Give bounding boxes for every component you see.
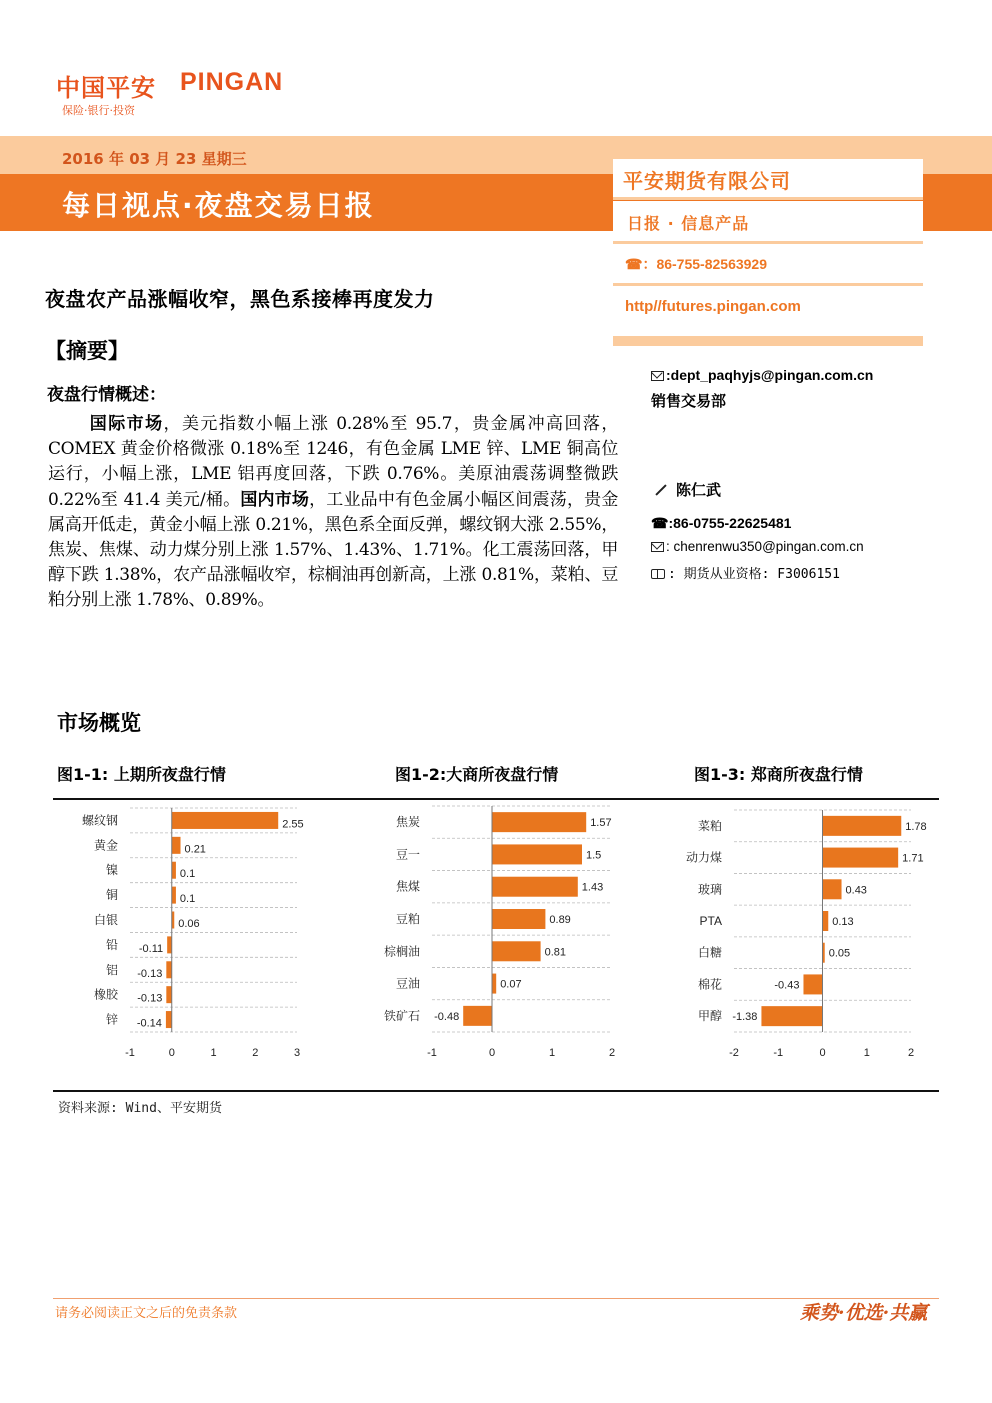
- source-note: 资料来源: Wind、平安期货: [58, 1101, 222, 1116]
- value-label: 2.55: [282, 818, 304, 831]
- intl-market-label: 国际市场: [88, 414, 164, 434]
- tick-label: 1: [210, 1047, 217, 1059]
- value-label: 0.06: [178, 918, 200, 930]
- value-label: -0.13: [137, 967, 163, 980]
- mail-icon: [651, 371, 664, 381]
- bar: [823, 848, 899, 868]
- value-label: 0.43: [845, 884, 867, 897]
- bar: [166, 1011, 172, 1028]
- tick-label: 1: [548, 1047, 556, 1059]
- book-icon: [651, 569, 665, 579]
- footer-disclaimer[interactable]: 请务必阅读正文之后的免责条款: [55, 1306, 238, 1321]
- tick-label: 1: [863, 1047, 870, 1059]
- logo-cn: 中国平安: [56, 74, 156, 102]
- category-label: 甲醇: [697, 1009, 722, 1024]
- phone-icon: ☎: [651, 515, 669, 531]
- dom-market-label: 国内市场: [240, 489, 310, 510]
- category-label: 豆粕: [395, 912, 420, 926]
- tick-label: 0: [819, 1047, 826, 1059]
- value-label: 0.05: [828, 947, 851, 960]
- value-label: 1.71: [902, 852, 924, 865]
- bar: [172, 862, 176, 879]
- bar: [492, 941, 541, 961]
- bar: [823, 816, 902, 836]
- category-label: PTA: [699, 914, 722, 928]
- value-label: 0.1: [179, 893, 196, 906]
- tick-label: 0: [168, 1047, 175, 1059]
- report-title: 每日视点·夜盘交易日报: [62, 189, 375, 222]
- category-label: 豆一: [395, 847, 420, 862]
- category-label: 黄金: [93, 838, 118, 853]
- value-label: 0.89: [549, 914, 571, 926]
- tick-label: 2: [252, 1047, 259, 1059]
- category-label: 焦炭: [395, 815, 420, 830]
- dept-name: 销售交易部: [651, 392, 727, 410]
- logo-en: PINGAN: [180, 68, 284, 96]
- value-label: -0.48: [434, 1010, 460, 1023]
- mail-icon: [651, 542, 664, 552]
- analyst-qualification: : 期货从业资格: F3006151: [651, 563, 840, 582]
- chart-title-3: 图1-3: 郑商所夜盘行情: [694, 765, 863, 784]
- category-label: 铅: [105, 937, 118, 952]
- market-heading: 市场概览: [57, 711, 141, 735]
- chart-bottom-rule: [53, 1090, 939, 1092]
- value-label: 0.1: [179, 868, 196, 881]
- bar: [823, 911, 829, 931]
- product-type: 日报 · 信息产品: [627, 214, 750, 233]
- value-label: 1.57: [590, 817, 612, 830]
- bar: [167, 936, 172, 953]
- value-label: 0.13: [832, 916, 854, 928]
- company-name: 平安期货有限公司: [623, 169, 791, 193]
- category-label: 铁矿石: [383, 1008, 420, 1023]
- value-label: 1.43: [581, 881, 604, 894]
- category-label: 豆油: [395, 976, 420, 991]
- tick-label: -1: [427, 1047, 437, 1059]
- phone-icon: ☎: [625, 256, 643, 272]
- value-label: -0.14: [136, 1017, 162, 1030]
- dept-email[interactable]: :dept_paqhyjs@pingan.com.cn: [651, 367, 873, 383]
- url-box: [613, 291, 923, 346]
- bar: [166, 961, 171, 978]
- charts-svg: [0, 800, 992, 1090]
- dom-market-text: ，工业品中有色金属小幅区间震荡，贵金属高开低走，黄金小幅上涨 0.21%，黑色系全面反弹，螺纹钢大涨 2.55%，焦炭、焦煤、动力煤分别上涨 1.57%、1.43%、1.71%。化工震荡回落，甲醇下跌 1.38%，农产品涨幅收窄，棕榈油再创新高，上涨 0.81%，菜粕、豆粕分别上涨 1.78%、0.89%。: [48, 489, 618, 611]
- bar: [492, 877, 578, 897]
- bar: [463, 1006, 492, 1026]
- tick-label: 0: [488, 1047, 496, 1059]
- value-label: 1.78: [905, 820, 927, 833]
- phone-box: [613, 249, 923, 286]
- category-label: 菜粕: [697, 818, 722, 833]
- headline: 夜盘农产品涨幅收窄，黑色系接棒再度发力: [45, 287, 435, 311]
- logo-tagline: 保险·银行·投资: [62, 104, 135, 117]
- bar: [761, 1006, 822, 1026]
- tick-label: -1: [773, 1047, 784, 1059]
- footer-slogan: 乘势·优选·共赢: [800, 1302, 928, 1324]
- value-label: 0.21: [184, 843, 206, 856]
- chart-title-1: 图1-1: 上期所夜盘行情: [57, 765, 226, 784]
- category-label: 玻璃: [697, 882, 722, 897]
- tick-label: -2: [729, 1047, 739, 1059]
- bar: [492, 909, 545, 929]
- category-label: 锌: [105, 1012, 118, 1027]
- overview-heading: 夜盘行情概述：: [47, 385, 166, 405]
- category-label: 橡胶: [93, 987, 118, 1002]
- value-label: -0.11: [138, 942, 164, 955]
- bar: [803, 974, 822, 994]
- tick-label: -1: [125, 1047, 135, 1059]
- category-label: 棕榈油: [383, 944, 420, 959]
- analyst: 陈仁武: [654, 479, 721, 500]
- product-box: [613, 201, 923, 244]
- value-label: -1.38: [732, 1011, 758, 1024]
- tick-label: 2: [608, 1047, 616, 1059]
- category-label: 焦煤: [395, 879, 420, 894]
- summary-paragraph: [48, 412, 618, 614]
- report-date: 2016 年 03 月 23 星期三: [62, 150, 247, 168]
- value-label: -0.43: [774, 979, 800, 992]
- company-url[interactable]: http//futures.pingan.com: [625, 298, 801, 315]
- bar: [166, 986, 171, 1003]
- category-label: 镍: [105, 863, 118, 878]
- bar: [492, 812, 586, 832]
- category-label: 动力煤: [685, 850, 722, 865]
- category-label: 铝: [105, 962, 118, 977]
- intl-market-text: ，美元指数小幅上涨 0.28%至 95.7，贵金属冲高回落，COMEX 黄金价格微涨 0.18%至 1246，有色金属 LME 锌、LME 铜高位运行，小幅上涨，LME 铝再度回落，下跌 0.76%。美原油震荡调整微跌 0.22%至 41.4 美元/桶。: [48, 414, 618, 510]
- category-label: 铜: [105, 888, 118, 903]
- value-label: 0.81: [544, 946, 567, 959]
- bar: [172, 887, 176, 904]
- analyst-phone: ☎:86-0755-22625481: [651, 515, 792, 531]
- bar: [172, 812, 278, 829]
- bar: [172, 837, 181, 854]
- value-label: -0.13: [137, 992, 163, 1005]
- company-box: [613, 157, 923, 200]
- category-label: 白糖: [697, 945, 722, 960]
- chart-title-2: 图1-2:大商所夜盘行情: [395, 765, 559, 784]
- tick-label: 2: [907, 1047, 915, 1059]
- analyst-email[interactable]: : chenrenwu350@pingan.com.cn: [651, 539, 864, 554]
- bar: [492, 844, 582, 864]
- bar: [823, 879, 842, 899]
- abstract-heading: 【摘要】: [45, 339, 129, 363]
- value-label: 1.5: [586, 849, 602, 862]
- value-label: 0.07: [500, 978, 522, 991]
- tick-label: 3: [293, 1047, 301, 1059]
- category-label: 白银: [93, 913, 118, 927]
- pen-icon: [655, 484, 666, 495]
- bar: [492, 974, 496, 994]
- company-phone: ☎：86-755-82563929: [625, 256, 767, 272]
- category-label: 螺纹钢: [81, 813, 118, 828]
- category-label: 棉花: [697, 977, 722, 992]
